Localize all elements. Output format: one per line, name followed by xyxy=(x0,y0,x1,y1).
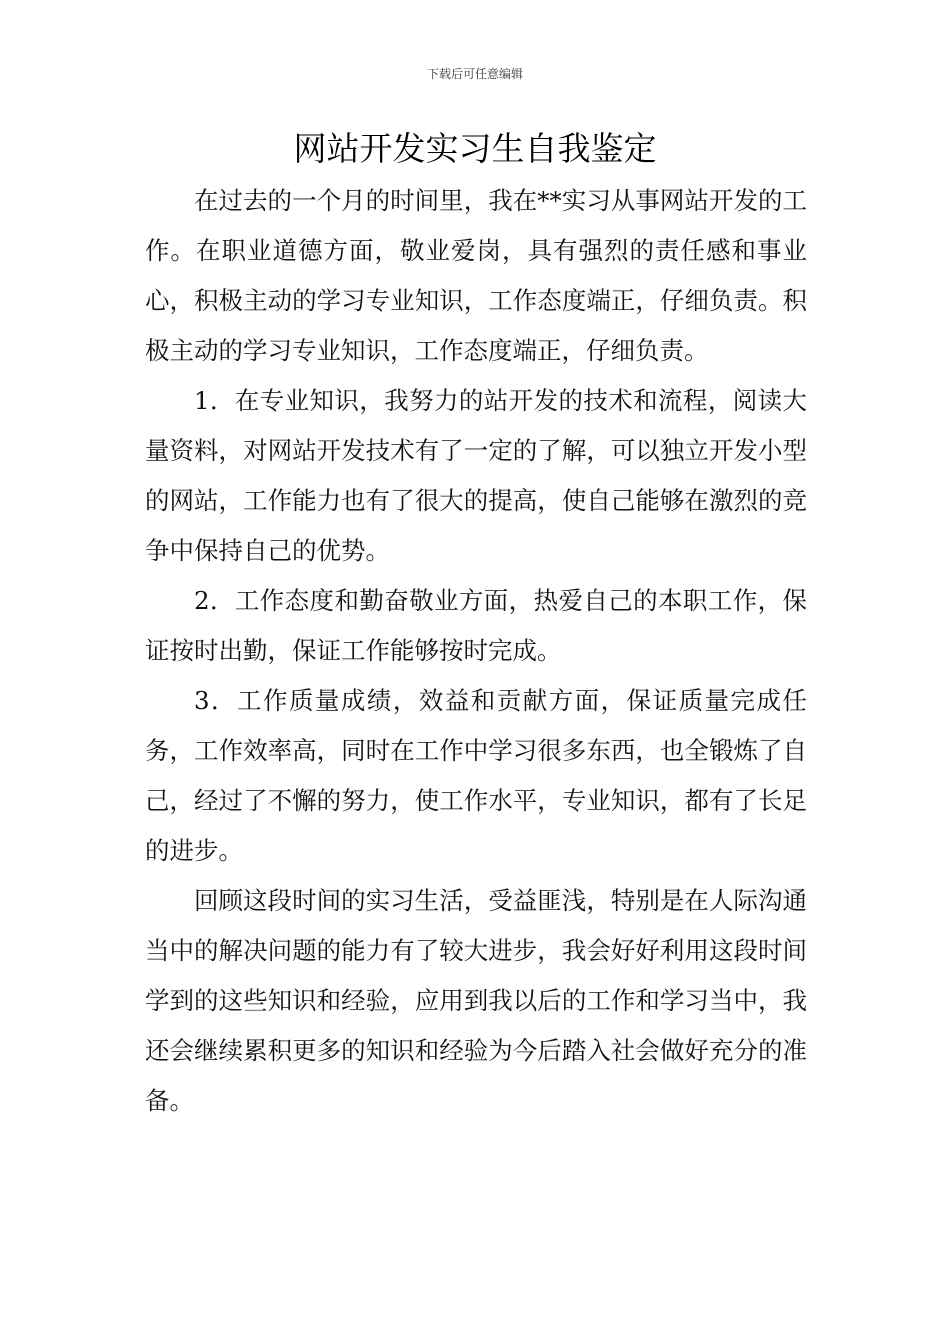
document-body xyxy=(145,176,807,1126)
paragraph-item-3: 3．工作质量成绩，效益和贡献方面，保证质量完成任务，工作效率高，同时在工作中学习很多东西，也全锻炼了自己，经过了不懈的努力，使工作水平，专业知识，都有了长足的进步。 xyxy=(145,686,807,865)
paragraph-conclusion: 回顾这段时间的实习生活，受益匪浅，特别是在人际沟通当中的解决问题的能力有了较大进步，我会好好利用这段时间学到的这些知识和经验，应用到我以后的工作和学习当中，我还会继续累积更多的知识和经验为今后踏入社会做好充分的准备。 xyxy=(145,886,807,1115)
paragraph-intro: 在过去的一个月的时间里，我在**实习从事网站开发的工作。在职业道德方面，敬业爱岗，具有强烈的责任感和事业心，积极主动的学习专业知识，工作态度端正，仔细负责。积极主动的学习专业知识，工作态度端正，仔细负责。 xyxy=(145,186,807,365)
document-title: 网站开发实习生自我鉴定 xyxy=(293,129,657,168)
header-note: 下载后可任意编辑 xyxy=(426,67,523,81)
paragraph-item-2: 2．工作态度和勤奋敬业方面，热爱自己的本职工作，保证按时出勤，保证工作能够按时完成。 xyxy=(145,586,807,665)
paragraph-item-1: 1．在专业知识，我努力的站开发的技术和流程，阅读大量资料，对网站开发技术有了一定的了解，可以独立开发小型的网站，工作能力也有了很大的提高，使自己能够在激烈的竞争中保持自己的优势。 xyxy=(145,386,807,565)
